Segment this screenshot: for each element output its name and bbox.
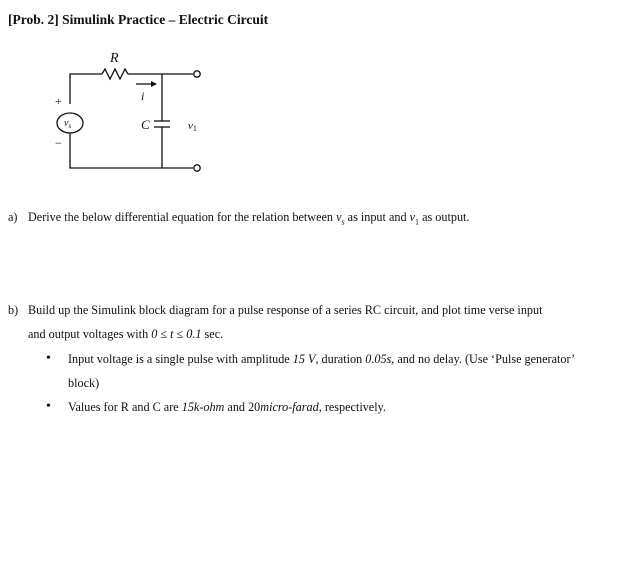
wire-top-left [70, 74, 102, 104]
part-a-marker: a) [8, 210, 18, 224]
rc-circuit-diagram [40, 42, 230, 182]
wire-source-bottom [70, 133, 193, 168]
current-label: i [141, 89, 145, 103]
requirements-list [46, 347, 606, 419]
part-b-line1: Build up the Simulink block diagram for a pulse response of a series RC circuit, and plot time verse input [28, 303, 543, 317]
resistor-label: R [110, 51, 119, 66]
resistor-symbol [102, 69, 128, 79]
output-terminal-bottom [194, 165, 200, 171]
list-item: • Input voltage is a single pulse with amplitude 15 V, duration 0.05s, and no delay. (Use ‘Pulse generator’ block) [46, 347, 606, 395]
capacitor-label: C [141, 117, 150, 132]
output-voltage-label: v1 [188, 120, 197, 133]
problem-title: [Prob. 2] Simulink Practice – Electric Circuit [8, 12, 269, 27]
part-a: a) Derive the below differential equation for the relation between $v_s$ as input and $v_1$ as output. [8, 205, 469, 234]
minus-sign: − [55, 136, 62, 150]
list-item: • Values for R and C are 15k-ohm and 20micro-farad, respectively. [46, 395, 606, 419]
part-b: b) Build up the Simulink block diagram for a pulse response of a series RC circuit, and plot time verse input and output voltages with 0 ≤ t ≤ 0.1 sec. [8, 298, 608, 346]
output-terminal-top [194, 71, 200, 77]
source-label: $v_s$ [64, 118, 72, 130]
current-arrow-head [151, 81, 157, 87]
part-b-marker: b) [8, 303, 19, 317]
time-range: 0 ≤ t ≤ 0.1 [151, 327, 202, 341]
plus-sign: + [55, 94, 62, 108]
